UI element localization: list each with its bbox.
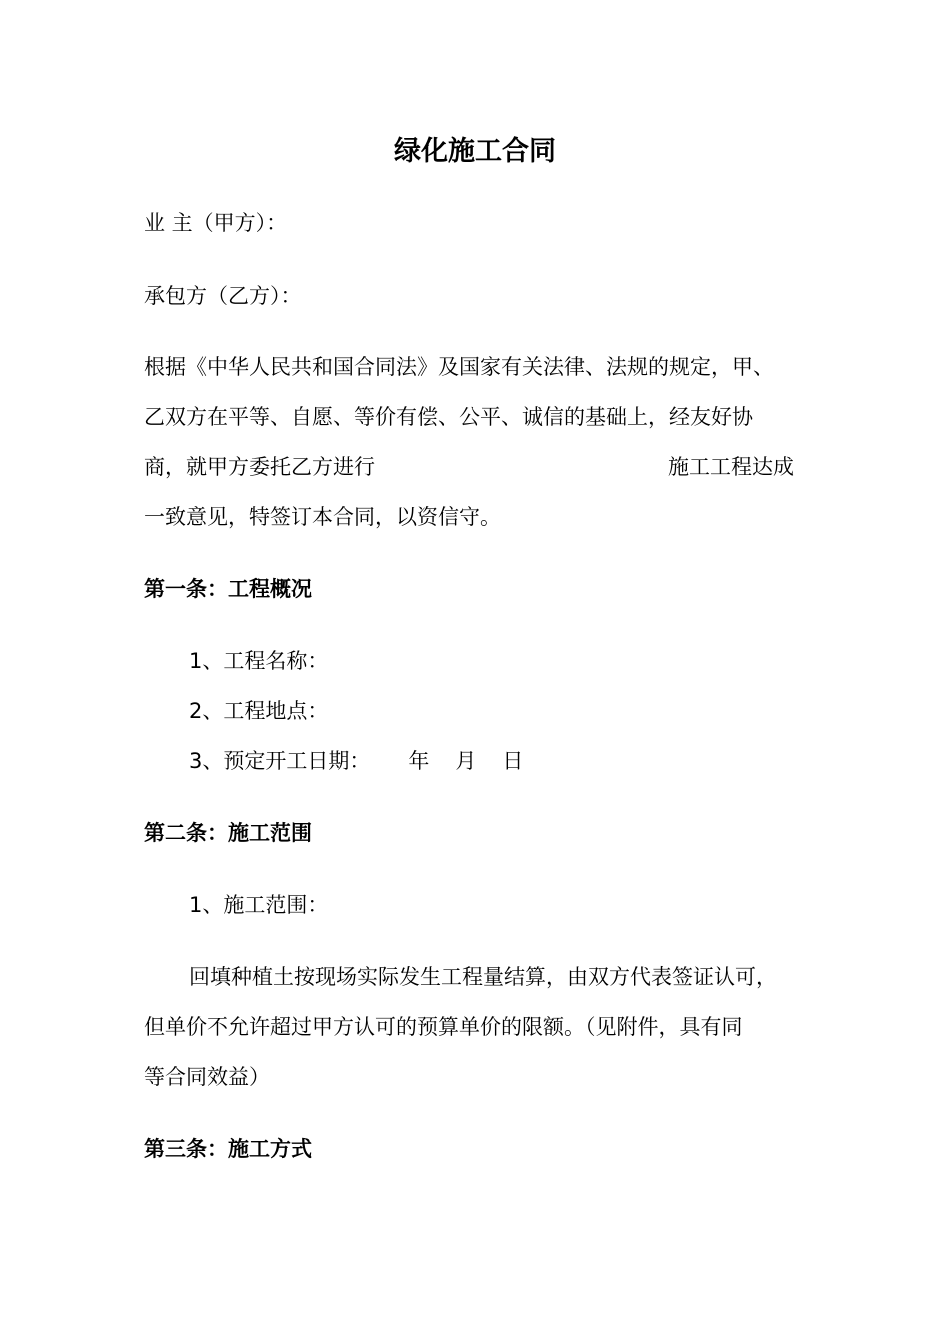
intro-line-3-start: 商，就甲方委托乙方进行	[144, 455, 375, 479]
scope-item: 1、施工范围：	[189, 893, 329, 917]
article-3-heading: 第三条：施工方式	[144, 1137, 312, 1161]
start-date-label: 3、预定开工日期：	[189, 749, 371, 773]
intro-line-3-end: 施工工程达成	[668, 455, 794, 479]
scope-paragraph-line-1: 回填种植土按现场实际发生工程量结算，由双方代表签证认可，	[189, 965, 777, 989]
project-location-item: 2、工程地点：	[189, 699, 329, 723]
document-title: 绿化施工合同	[394, 136, 556, 167]
month-label: 月	[455, 749, 477, 773]
article-1-heading: 第一条：工程概况	[144, 577, 312, 601]
scope-paragraph-line-2: 但单价不允许超过甲方认可的预算单价的限额。（见附件，具有同	[144, 1015, 743, 1039]
article-2-heading: 第二条：施工范围	[144, 821, 312, 845]
intro-line-2: 乙双方在平等、自愿、等价有偿、公平、诚信的基础上，经友好协	[144, 405, 753, 429]
scope-paragraph-line-3: 等合同效益）	[144, 1065, 270, 1089]
party-a-label: 业 主（甲方）：	[144, 211, 288, 235]
day-label: 日	[502, 749, 524, 773]
project-name-blank	[398, 452, 666, 482]
intro-line-1: 根据《中华人民共和国合同法》及国家有关法律、法规的规定，甲、	[144, 355, 774, 379]
project-name-item: 1、工程名称：	[189, 649, 329, 673]
year-label: 年	[408, 749, 430, 773]
party-b-label: 承包方（乙方）：	[144, 284, 302, 308]
start-date-item	[189, 746, 523, 776]
intro-line-4: 一致意见，特签订本合同，以资信守。	[144, 505, 501, 529]
